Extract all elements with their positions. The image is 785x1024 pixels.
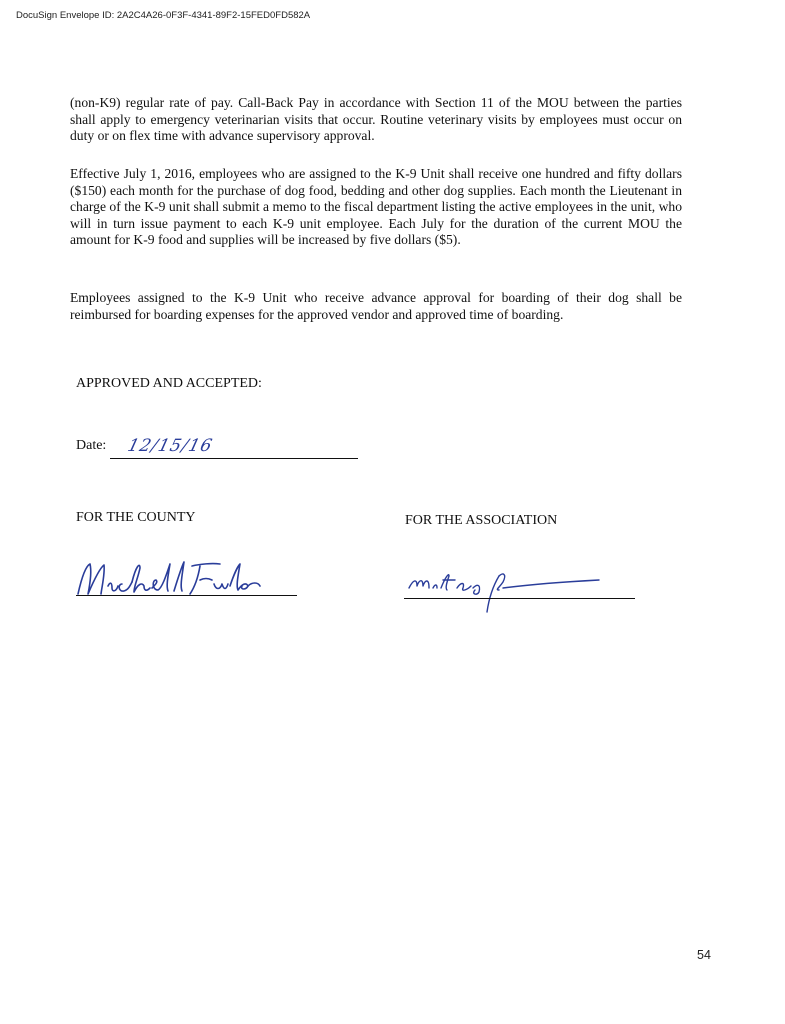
handwritten-date: 12/15/16 bbox=[125, 436, 215, 456]
for-the-county-label: FOR THE COUNTY bbox=[76, 510, 196, 525]
page-number: 54 bbox=[697, 948, 711, 962]
paragraph-call-back-pay: (non-K9) regular rate of pay. Call-Back Pay in accordance with Section 11 of the MOU between the parties shall apply to emergency veterinarian visits that occur. Routine veterinary visits by employees must occur on duty or on flex time with advance supervisory approval. bbox=[70, 95, 682, 144]
docusign-envelope-id: DocuSign Envelope ID: 2A2C4A26-0F3F-4341-89F2-15FED0FD582A bbox=[16, 10, 311, 21]
for-the-association-label: FOR THE ASSOCIATION bbox=[405, 513, 558, 528]
approved-and-accepted-heading: APPROVED AND ACCEPTED: bbox=[76, 376, 262, 391]
association-signature bbox=[403, 566, 603, 616]
paragraph-k9-food-allowance: Effective July 1, 2016, employees who are assigned to the K-9 Unit shall receive one hundred and fifty dollars ($150) each month for the purchase of dog food, bedding and other dog supplies. Each month the Lieutenant in charge of the K-9 unit shall submit a memo to the fiscal department listing the active employees in the unit, who will in turn issue payment to each K-9 unit employee. Each July for the duration of the current MOU the amount for K-9 food and supplies will be increased by five dollars ($5). bbox=[70, 166, 682, 248]
paragraph-boarding-reimbursement: Employees assigned to the K-9 Unit who receive advance approval for boarding of their dog shall be reimbursed for boarding expenses for the approved vendor and approved time of boarding. bbox=[70, 290, 682, 322]
date-label: Date: bbox=[76, 438, 107, 453]
county-signature-line bbox=[76, 595, 297, 596]
date-signature-line bbox=[110, 458, 358, 459]
association-signature-line bbox=[404, 598, 635, 599]
